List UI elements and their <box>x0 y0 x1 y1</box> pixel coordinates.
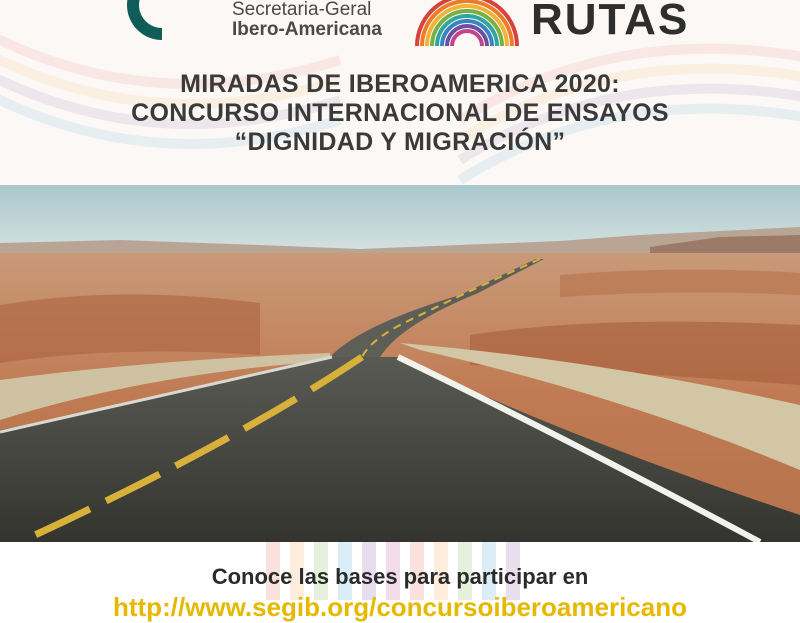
org-name-line2: Ibero-Americana <box>232 19 382 40</box>
poster-title <box>0 70 800 157</box>
title-line-3: “DIGNIDAD Y MIGRACIÓN” <box>234 128 566 156</box>
desert-road-photo <box>0 185 800 542</box>
rutas-logo-text: RUTAS <box>531 0 690 44</box>
header <box>0 0 800 185</box>
title-line-2: CONCURSO INTERNACIONAL DE ENSAYOS <box>131 99 669 127</box>
title-line-1: MIRADAS DE IBEROAMERICA 2020: <box>180 70 620 98</box>
rutas-rainbow-icon <box>412 0 522 46</box>
segib-logo-icon <box>112 0 182 40</box>
org-name-line1: Secretaria-Geral <box>232 0 372 20</box>
segib-logo-text <box>232 0 382 40</box>
cta-text: Conoce las bases para participar en <box>211 564 589 589</box>
footer <box>0 542 800 622</box>
contest-url-link[interactable]: http://www.segib.org/concursoiberoamericano <box>112 592 687 622</box>
